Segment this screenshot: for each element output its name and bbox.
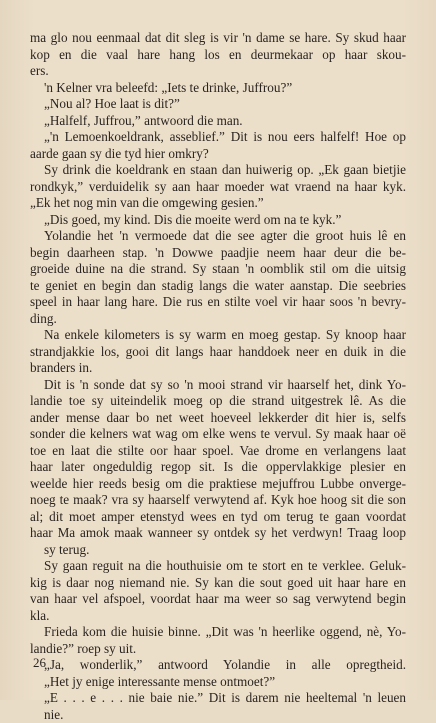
text-line: kig is daar nog niemand nie. Sy kan die sout goed uit haar hare en [30,575,406,592]
text-line: sonder die kelners wat wag om elke wens te vervul. Sy maak haar oë [30,426,406,443]
text-line: al; dit moet amper etenstyd wees en tyd om terug te gaan voordat [30,509,406,526]
text-line: „Halfelf, Juffrou,” antwoord die man. [30,113,406,130]
text-line: „'n Lemoenkoeldrank, asseblief.” Dit is nou eers halfelf! Hoe op [30,129,406,146]
text-line: ander mense daar bo net weet hoeveel lekkerder dit hier is, selfs [30,410,406,427]
text-line: strandjakkie los, gooi dit langs haar handdoek neer en duik in die [30,344,406,361]
text-line: speel in haar lang hare. Die rus en stilte voel vir haar soos 'n bevry- [30,294,406,311]
text-line: Sy drink die koeldrank en staan dan huiwerig op. „Ek gaan bietjie [30,162,406,179]
text-line: ding. [30,311,406,328]
text-line: Frieda kom die huisie binne. „Dit was 'n heerlike oggend, nè, Yo- [30,624,406,641]
text-line: van haar vel afspoel, voordat haar ma weer so sag verwytend begin [30,591,406,608]
text-line: landie?” roep sy uit. [30,641,406,658]
text-line: „Ek het nog min van die omgewing gesien.” [30,195,406,212]
text-line: ers. [30,63,406,80]
text-line: „Ja, wonderlik,” antwoord Yolandie in alle opregtheid. [30,657,406,674]
text-line: nie. [30,707,406,723]
text-line: kop en die vaal hare hang los en deurmekaar op haar skou- [30,47,406,64]
text-line: Yolandie het 'n vermoede dat die see agter die groot huis lê en [30,228,406,245]
text-line: „Nou al? Hoe laat is dit?” [30,96,406,113]
text-line: toe en laat die stilte oor haar spoel. Vae drome en verlangens laat [30,443,406,460]
text-line: „Het jy enige interessante mense ontmoet?” [30,674,406,691]
text-line: ma glo nou eenmaal dat dit sleg is vir 'n dame se hare. Sy skud haar [30,30,406,47]
text-line: haar Ma amok maak wanneer sy ontdek sy het verdwyn! Traag loop [30,525,406,542]
text-line: te geniet en begin dan stadig langs die water aanstap. Die seebries [30,278,406,295]
text-line: begin daarheen stap. 'n Dowwe paadjie neem haar deur die be- [30,245,406,262]
text-line: noeg te maak? vra sy haarself verwytend af. Kyk hoe hoog sit die son [30,492,406,509]
text-line: sy terug. [30,542,406,559]
text-line: Dit is 'n sonde dat sy so 'n mooi strand vir haarself het, dink Yo- [30,377,406,394]
text-line: weelde hier reeds besig om die praktiese mejuffrou Lubbe onverge- [30,476,406,493]
text-line: landie toe sy uiteindelik moeg op die strand uitgestrek lê. As die [30,393,406,410]
text-line: „E . . . e . . . nie baie nie.” Dit is darem nie heeltemal 'n leuen [30,690,406,707]
text-line: 'n Kelner vra beleefd: „Iets te drinke, Juffrou?” [30,80,406,97]
text-line: kla. [30,608,406,625]
text-line: haar later ongeduldig regop sit. Is die oppervlakkige plesier en [30,459,406,476]
text-line: branders in. [30,360,406,377]
text-line: „Dis goed, my kind. Dis die moeite werd om na te kyk.” [30,212,406,229]
body-text [30,30,406,723]
text-line: Sy gaan reguit na die houthuisie om te stort en te verklee. Geluk- [30,558,406,575]
text-line: aarde gaan sy die tyd hier omkry? [30,146,406,163]
page-number: 26 [33,655,46,671]
text-line: Na enkele kilometers is sy warm en moeg gestap. Sy knoop haar [30,327,406,344]
text-line: rondkyk,” verduidelik sy aan haar moeder wat vraend na haar kyk. [30,179,406,196]
text-line: groeide duine na die strand. Sy staan 'n oomblik stil om die uitsig [30,261,406,278]
